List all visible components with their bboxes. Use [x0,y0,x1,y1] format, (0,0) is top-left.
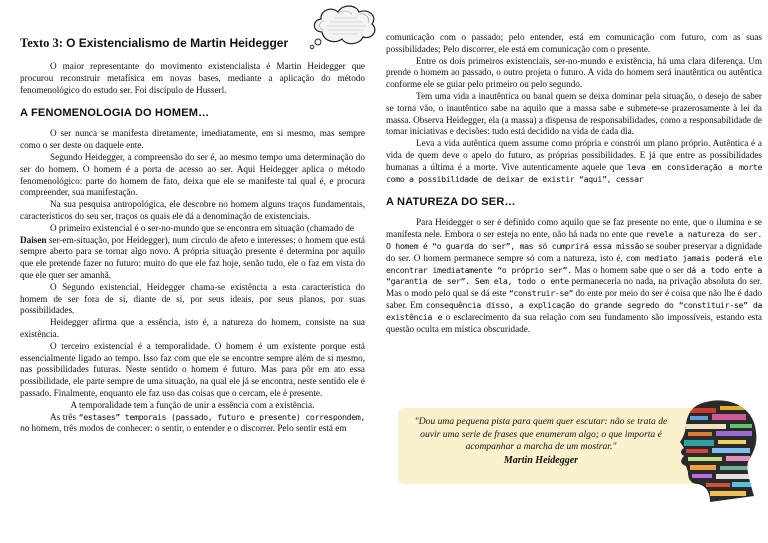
paragraph-natureza-do-ser: Para Heidegger o ser é definido como aquilo que se faz presente no ente, que o ilumina e se manifesta nele. Embora o ser esteja no ente, não há nada no ente que revele a natureza do ser. O homem é “o guarda do ser”, mas só cumprirá essa missão se souber preservar a dignidade do ser. O homem permanece sempre só com a natureza, isto é, com mediato jamais poderá ele encontrar imediatamente “o próprio ser”. Mas o homem sabe que o ser dá a todo ente a “garantia de ser”. Sem ela, todo o ente permaneceria no nada, na privação absoluta do ser. Mas o modo pelo qual se dá este “construir-se” do ente por meio do ser é coisa que não lhe é dado saber. Em consequência disso, a explicação do grande segredo do “constituir-se” da existência e o esclarecimento da sua relação com seu fundamento são impossíveis, estando esta questão oculta em mística obscuridade. [386,217,763,334]
quote-text: "Dou uma pequena pista para quem quer escutar: não se trata de ouvir uma serie de frases que enumeram algo; o que importa é acompanhar a marcha de um mostrar." [414,416,668,452]
title-subject: O Existencialismo de Martin Heidegger [66,36,289,50]
paragraph-first-existential: O primeiro existencial é o ser-no-mundo que se encontra em situação (chamado de Daisen ser-em-situação, por Heidegger), num círculo de afeto e interesses; o homem que está sempre aberto para se tornar algo novo. A própria situação presente é determina por aquilo que ele pretende fazer no futuro: muito do que ele faz hoje, senão tudo, ele o faz em vista do que ele quer ser amanhã. [20,222,366,280]
document-title [20,36,340,51]
title-label: Texto 3: [20,36,63,50]
section-heading-natureza: A NATUREZA DO SER… [386,196,516,209]
paragraph-continuation: comunicação com o passado; pelo entender, está em comunicação com futuro, com as suas possibilidades; Pelo discorrer, ele está em comunicação com o presente. [386,32,762,54]
right-column [386,32,762,335]
paragraph: A temporalidade tem a função de unir a essência com a existência. [70,399,315,410]
paragraph: O Segundo existencial, Heidegger chama-se existência a esta característica do homem de ser fora de si, diante de si, por seus ideais, por seus planos, por suas possibilidades. [20,281,365,316]
intro-paragraph: O maior representante do movimento existencialista é Martin Heidegger que procurou reconstruir metafísica em novas bases, mediante a aplicação do método fenomenológico do estudo ser. Foi discípulo de Husserl. [20,61,365,95]
paragraph-vida-autentica: Leva a vida autêntica quem assume como própria e constrói um plano próprio. Autêntica é a vida de quem deve o apelo do futuro, as próprias possibilidades. E já que entre as possibilidades humanas a última é a morte. Vive autenticamente aquele que leva em consideração a morte como a possibilidade de deixar de existir “aqui”, cessar [386,138,762,184]
quote-block [406,416,676,467]
section-heading-fenomenologia: A FENOMENOLOGIA DO HOMEM… [20,107,210,120]
left-column [20,61,365,435]
head-wordcloud-illustration [676,396,762,504]
paragraph: Segundo Heidegger, a compreensão do ser é, ao mesmo tempo uma determinação do ser do homem. O homem é a porta de acesso ao ser. Aqui Heidegger aplica o método fenomenológico: parte do homem de fato, deixa que ele se manifeste tal qual é, e procura compreender, sua manifestação. [20,151,365,198]
paragraph: Tem uma vida a inautêntica ou banal quem se deixa dominar pela situação, o desejo de saber se torna vão, o inautêntico sabe na aquilo que a massa sabe e submete-se prazerosamente à lei da massa. Observa Heidegger, ela (a massa) a dispensa de responsabilidades, como a responsabilidade de tomar iniciativas e decisões: tudo está decidido na vida de cada dia. [386,90,762,137]
paragraph: Na sua pesquisa antropológica, ele descobre no homem alguns traços fundamentais, característicos do seu ser, traços os quais ele dá a denominação de existenciais. [20,199,365,221]
paragraph: Heidegger afirma que a essência, isto é, a natureza do homem, consiste na sua existência. [20,317,365,339]
paragraph: O terceiro existencial é a temporalidade. O homem é um existente porque está essencialmente ligado ao tempo. Isso faz com que ele se encontre sempre além de si mesmo, nas possibilidades futuras. Neste sentido o homem é futuro. Mas para pôr em ato essa possibilidade, ele parte sempre de uma situação, na qual ele já se encontra, neste sentido ele é passado. Finalmente, enquanto ele faz uso das coisas que o cercam, ele é presente. [20,340,365,398]
paragraph: Entre os dois primeiros existenciais, ser-no-mundo e existência, há uma clara diferença. Um prende o homem ao passado, o outro projeta o futuro. A vida do homem será inautêntica ou autêntica conforme ele se guiar pelo primeiro ou pelo segundo. [386,55,762,90]
paragraph-estases: As três “estases” temporais (passado, futuro e presente) correspondem, no homem, três modos de conhecer: o sentir, o entender e o discorrer. Pelo sentir está em [20,411,366,434]
daisen-term: Daisen [20,234,47,245]
paragraph: O ser nunca se manifesta diretamente, imediatamente, em si mesmo, mas sempre como o ser deste ou daquele ente. [20,128,365,151]
quote-author: Martin Heidegger [503,454,579,466]
